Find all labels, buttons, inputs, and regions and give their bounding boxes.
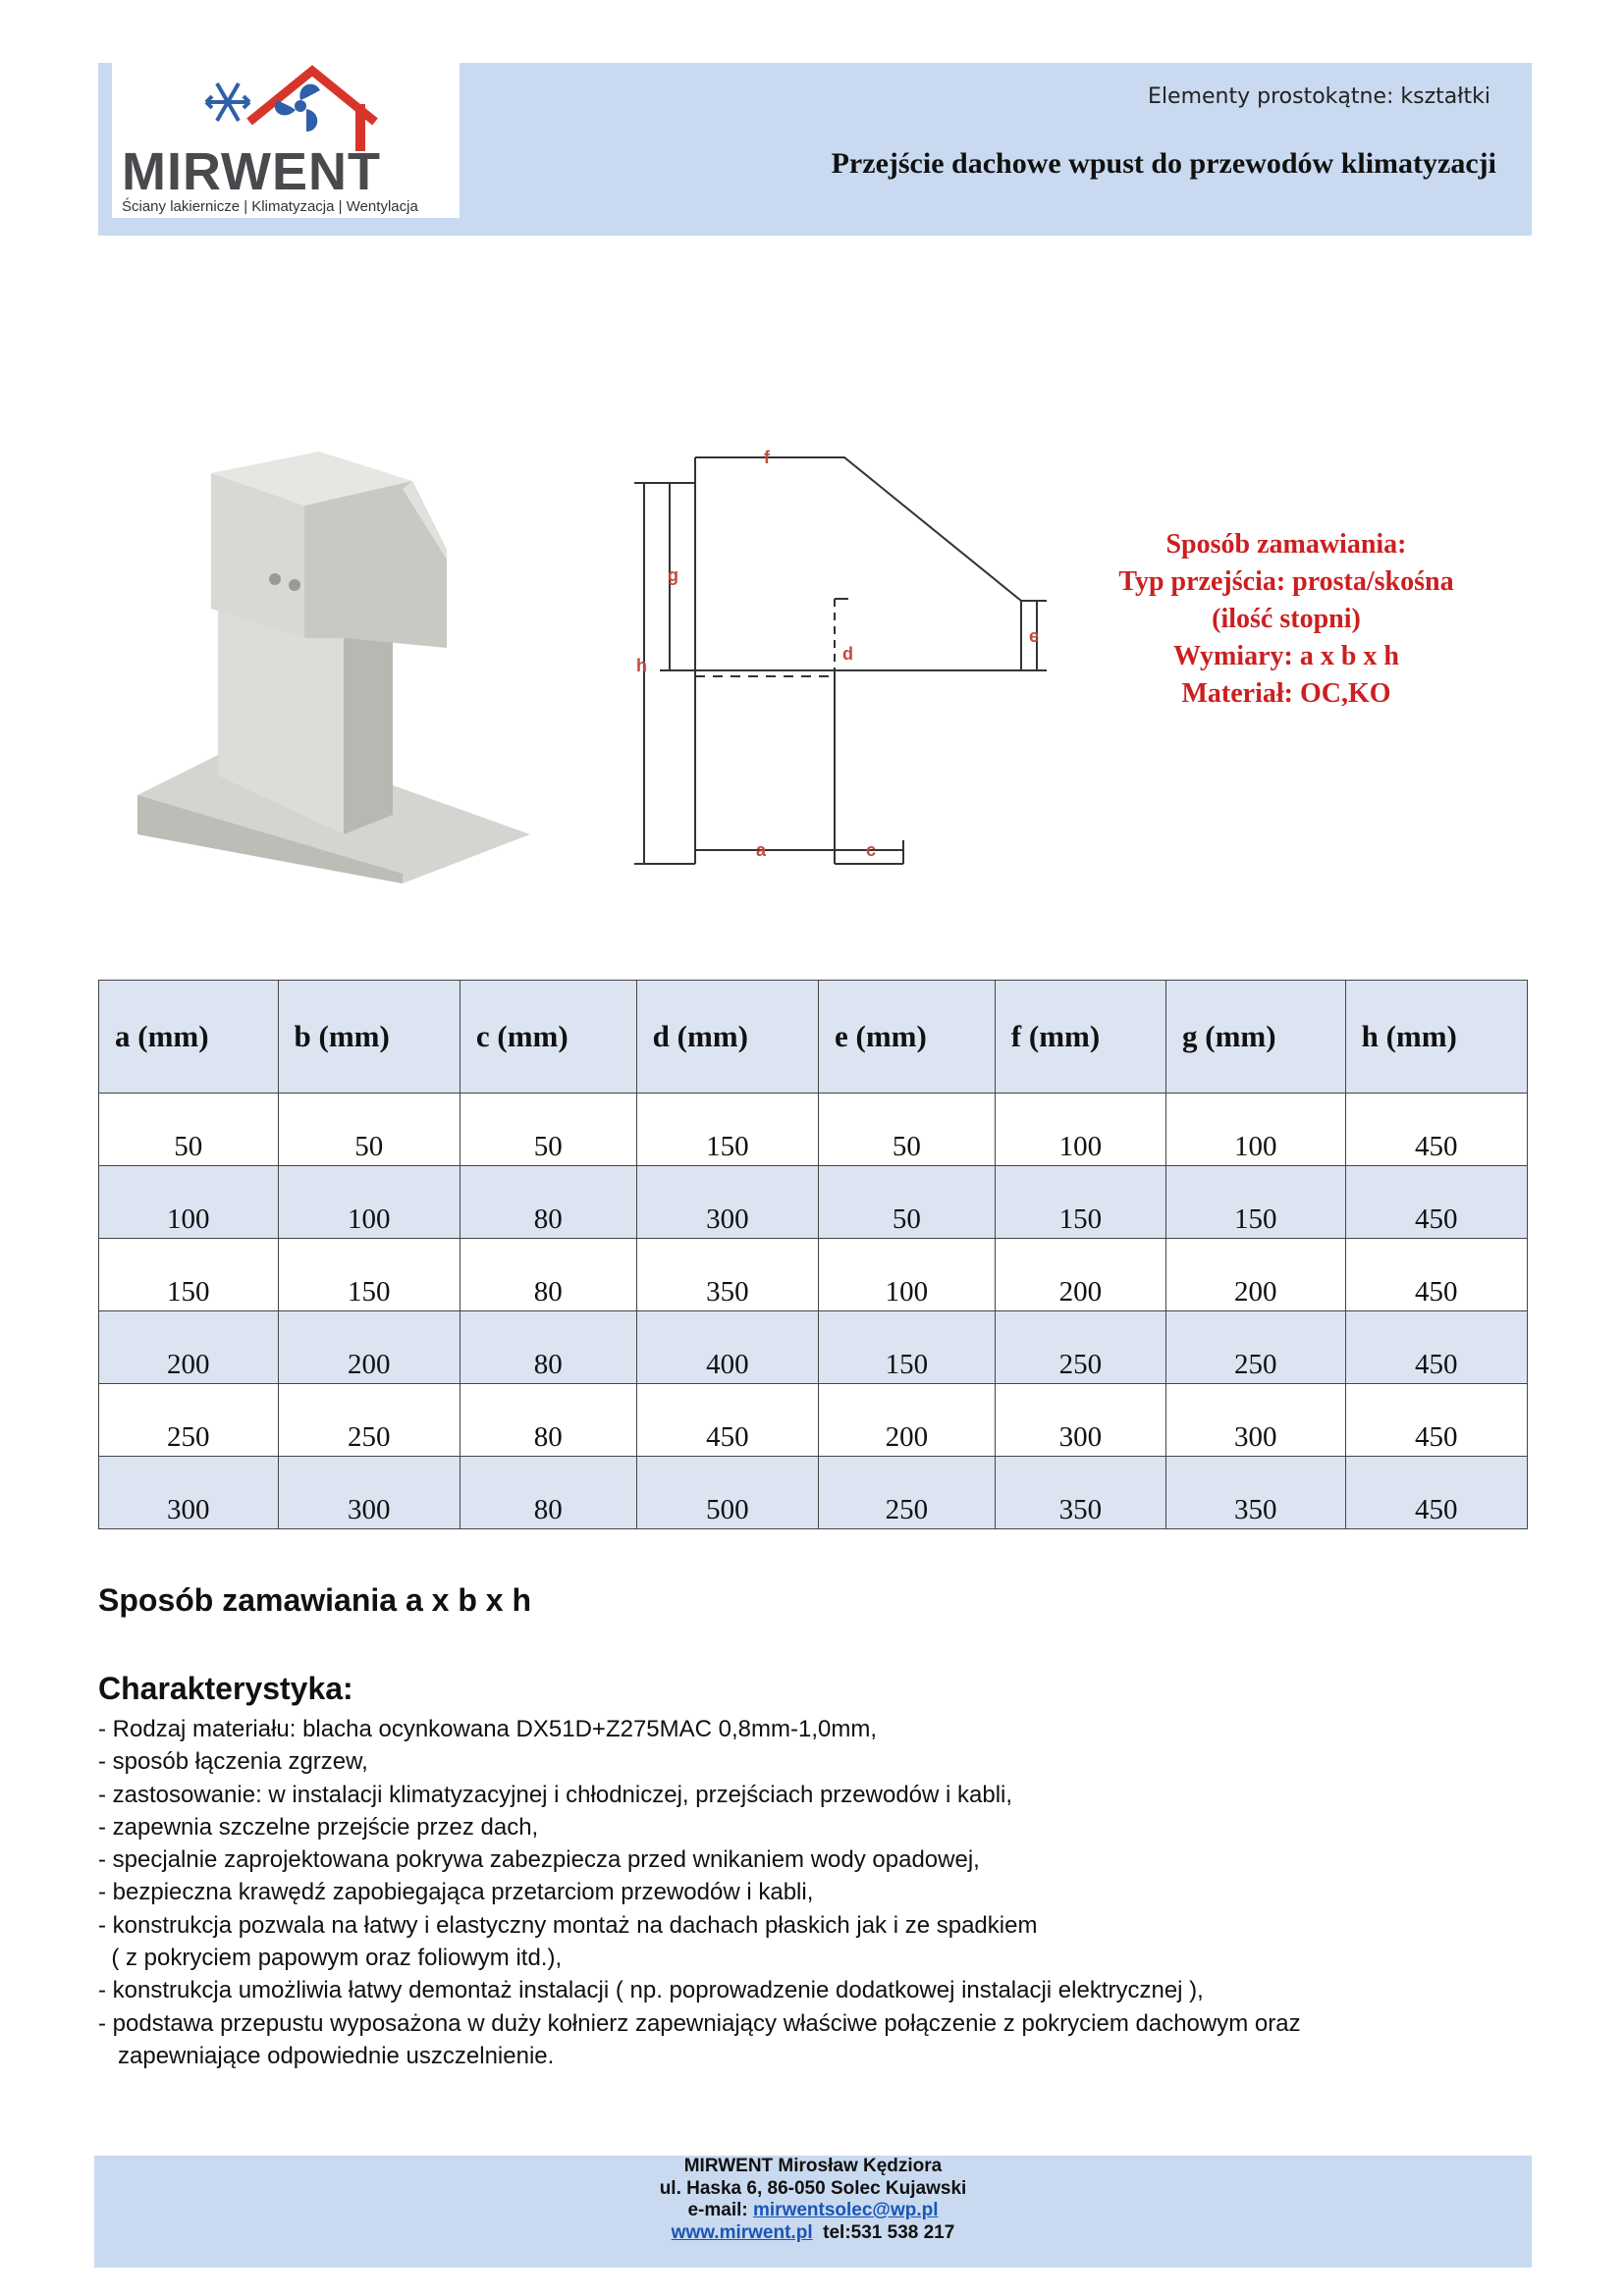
table-cell: 80 (460, 1239, 636, 1311)
logo-name: MIRWENT (122, 142, 381, 201)
table-cell: 250 (278, 1384, 460, 1457)
footer-address: ul. Haska 6, 86-050 Solec Kujawski (659, 2177, 967, 2199)
table-cell: 200 (995, 1239, 1165, 1311)
footer-email-link[interactable]: mirwentsolec@wp.pl (753, 2200, 939, 2220)
page-header (98, 63, 1532, 236)
table-cell: 100 (278, 1166, 460, 1239)
table-cell: 50 (460, 1094, 636, 1166)
page-title: Przejście dachowe wpust do przewodów klimatyzacji (831, 147, 1496, 180)
table-cell: 150 (99, 1239, 279, 1311)
column-header: h (mm) (1345, 981, 1527, 1094)
table-cell: 150 (1166, 1166, 1346, 1239)
table-cell: 450 (636, 1384, 818, 1457)
dim-label-h: h (636, 656, 647, 675)
table-cell: 350 (636, 1239, 818, 1311)
table-cell: 100 (99, 1166, 279, 1239)
table-row (99, 1239, 1528, 1311)
product-photo (108, 422, 569, 883)
ordering-info-line: Typ przejścia: prosta/skośna (1118, 566, 1454, 597)
list-item: - podstawa przepustu wyposażona w duży kołnierz zapewniający właściwe połączenie z pokryciem dachowym oraz (98, 2009, 1301, 2037)
table-cell: 100 (819, 1239, 996, 1311)
table-cell: 150 (819, 1311, 996, 1384)
table-cell: 450 (1345, 1094, 1527, 1166)
ordering-info-line: Sposób zamawiania: (1165, 529, 1407, 560)
footer-phone: tel:531 538 217 (823, 2221, 955, 2243)
table-cell: 50 (819, 1166, 996, 1239)
list-item: - sposób łączenia zgrzew, (98, 1748, 368, 1776)
list-item: - specjalnie zaprojektowana pokrywa zabezpiecza przed wnikaniem wody opadowej, (98, 1846, 980, 1874)
list-item: - konstrukcja umożliwia łatwy demontaż instalacji ( np. poprowadzenie dodatkowej instalacji elektrycznej ), (98, 1977, 1204, 2004)
table-cell: 250 (99, 1384, 279, 1457)
list-item: - Rodzaj materiału: blacha ocynkowana DX51D+Z275MAC 0,8mm-1,0mm, (98, 1716, 877, 1742)
characteristics-heading: Charakterystyka: (98, 1671, 353, 1706)
table-cell: 100 (995, 1094, 1165, 1166)
column-header: f (mm) (995, 981, 1165, 1094)
ordering-info-line: Materiał: OC,KO (1181, 678, 1391, 709)
dim-label-e: e (1029, 626, 1040, 646)
table-cell: 400 (636, 1311, 818, 1384)
table-cell: 200 (99, 1311, 279, 1384)
table-cell: 150 (995, 1166, 1165, 1239)
table-cell: 80 (460, 1311, 636, 1384)
footer-website-link[interactable]: www.mirwent.pl (671, 2221, 813, 2243)
table-cell: 250 (995, 1311, 1165, 1384)
table-row (99, 1166, 1528, 1239)
table-cell: 50 (819, 1094, 996, 1166)
table-cell: 200 (819, 1384, 996, 1457)
list-item: - bezpieczna krawędź zapobiegająca przetarciom przewodów i kabli, (98, 1879, 814, 1906)
table-cell: 450 (1345, 1457, 1527, 1529)
characteristics-list (98, 1713, 1532, 2072)
list-item: - zapewnia szczelne przejście przez dach, (98, 1813, 539, 1841)
table-cell: 300 (1166, 1384, 1346, 1457)
footer-company: MIRWENT Mirosław Kędziora (683, 2156, 943, 2176)
table-cell: 300 (636, 1166, 818, 1239)
table-cell: 250 (819, 1457, 996, 1529)
dimensions-table (98, 980, 1528, 1529)
column-header: b (mm) (278, 981, 460, 1094)
technical-drawing (609, 432, 1070, 883)
column-header: c (mm) (460, 981, 636, 1094)
list-item: - konstrukcja pozwala na łatwy i elastyczny montaż na dachach płaskich jak i ze spadkiem (98, 1911, 1038, 1939)
table-cell: 450 (1345, 1166, 1527, 1239)
dim-label-g: g (668, 565, 678, 585)
table-cell: 100 (1166, 1094, 1346, 1166)
ordering-info-line: (ilość stopni) (1212, 604, 1361, 634)
ordering-line: Sposób zamawiania a x b x h (98, 1582, 532, 1618)
logo-tagline: Ściany lakiernicze | Klimatyzacja | Wentylacja (122, 198, 418, 215)
column-header: d (mm) (636, 981, 818, 1094)
table-cell: 80 (460, 1166, 636, 1239)
ordering-info-line: Wymiary: a x b x h (1173, 641, 1399, 671)
table-cell: 200 (278, 1311, 460, 1384)
table-cell: 80 (460, 1457, 636, 1529)
dim-label-d: d (842, 644, 853, 664)
table-cell: 300 (278, 1457, 460, 1529)
table-cell: 350 (995, 1457, 1165, 1529)
table-cell: 200 (1166, 1239, 1346, 1311)
table-cell: 80 (460, 1384, 636, 1457)
company-logo (112, 63, 460, 218)
dim-label-f: f (764, 448, 770, 467)
table-cell: 300 (99, 1457, 279, 1529)
table-cell: 50 (99, 1094, 279, 1166)
ordering-info-box (1041, 526, 1532, 713)
table-cell: 150 (636, 1094, 818, 1166)
list-item: - zastosowanie: w instalacji klimatyzacyjnej i chłodniczej, przejściach przewodów i kabli, (98, 1781, 1013, 1808)
footer-email-line (94, 2200, 1532, 2222)
table-cell: 250 (1166, 1311, 1346, 1384)
page-footer (94, 2156, 1532, 2268)
table-row (99, 1384, 1528, 1457)
table-cell: 350 (1166, 1457, 1346, 1529)
table-row (99, 1457, 1528, 1529)
dim-label-a: a (756, 840, 767, 860)
category-label: Elementy prostokątne: kształtki (1148, 84, 1490, 109)
table-cell: 500 (636, 1457, 818, 1529)
table-cell: 450 (1345, 1384, 1527, 1457)
list-item: zapewniające odpowiednie uszczelnienie. (98, 2042, 555, 2069)
column-header: a (mm) (99, 981, 279, 1094)
table-header-row (99, 981, 1528, 1094)
logo-graphic (112, 63, 460, 151)
table-cell: 50 (278, 1094, 460, 1166)
table-cell: 450 (1345, 1239, 1527, 1311)
table-row (99, 1311, 1528, 1384)
dim-label-c: c (866, 840, 877, 860)
table-cell: 150 (278, 1239, 460, 1311)
snowflake-icon (206, 83, 249, 121)
table-cell: 300 (995, 1384, 1165, 1457)
footer-web-line (94, 2222, 1532, 2245)
column-header: g (mm) (1166, 981, 1346, 1094)
table-row (99, 1094, 1528, 1166)
footer-email-label: e-mail: (687, 2200, 753, 2220)
table-cell: 450 (1345, 1311, 1527, 1384)
column-header: e (mm) (819, 981, 996, 1094)
list-item: ( z pokryciem papowym oraz foliowym itd.), (98, 1945, 563, 1972)
